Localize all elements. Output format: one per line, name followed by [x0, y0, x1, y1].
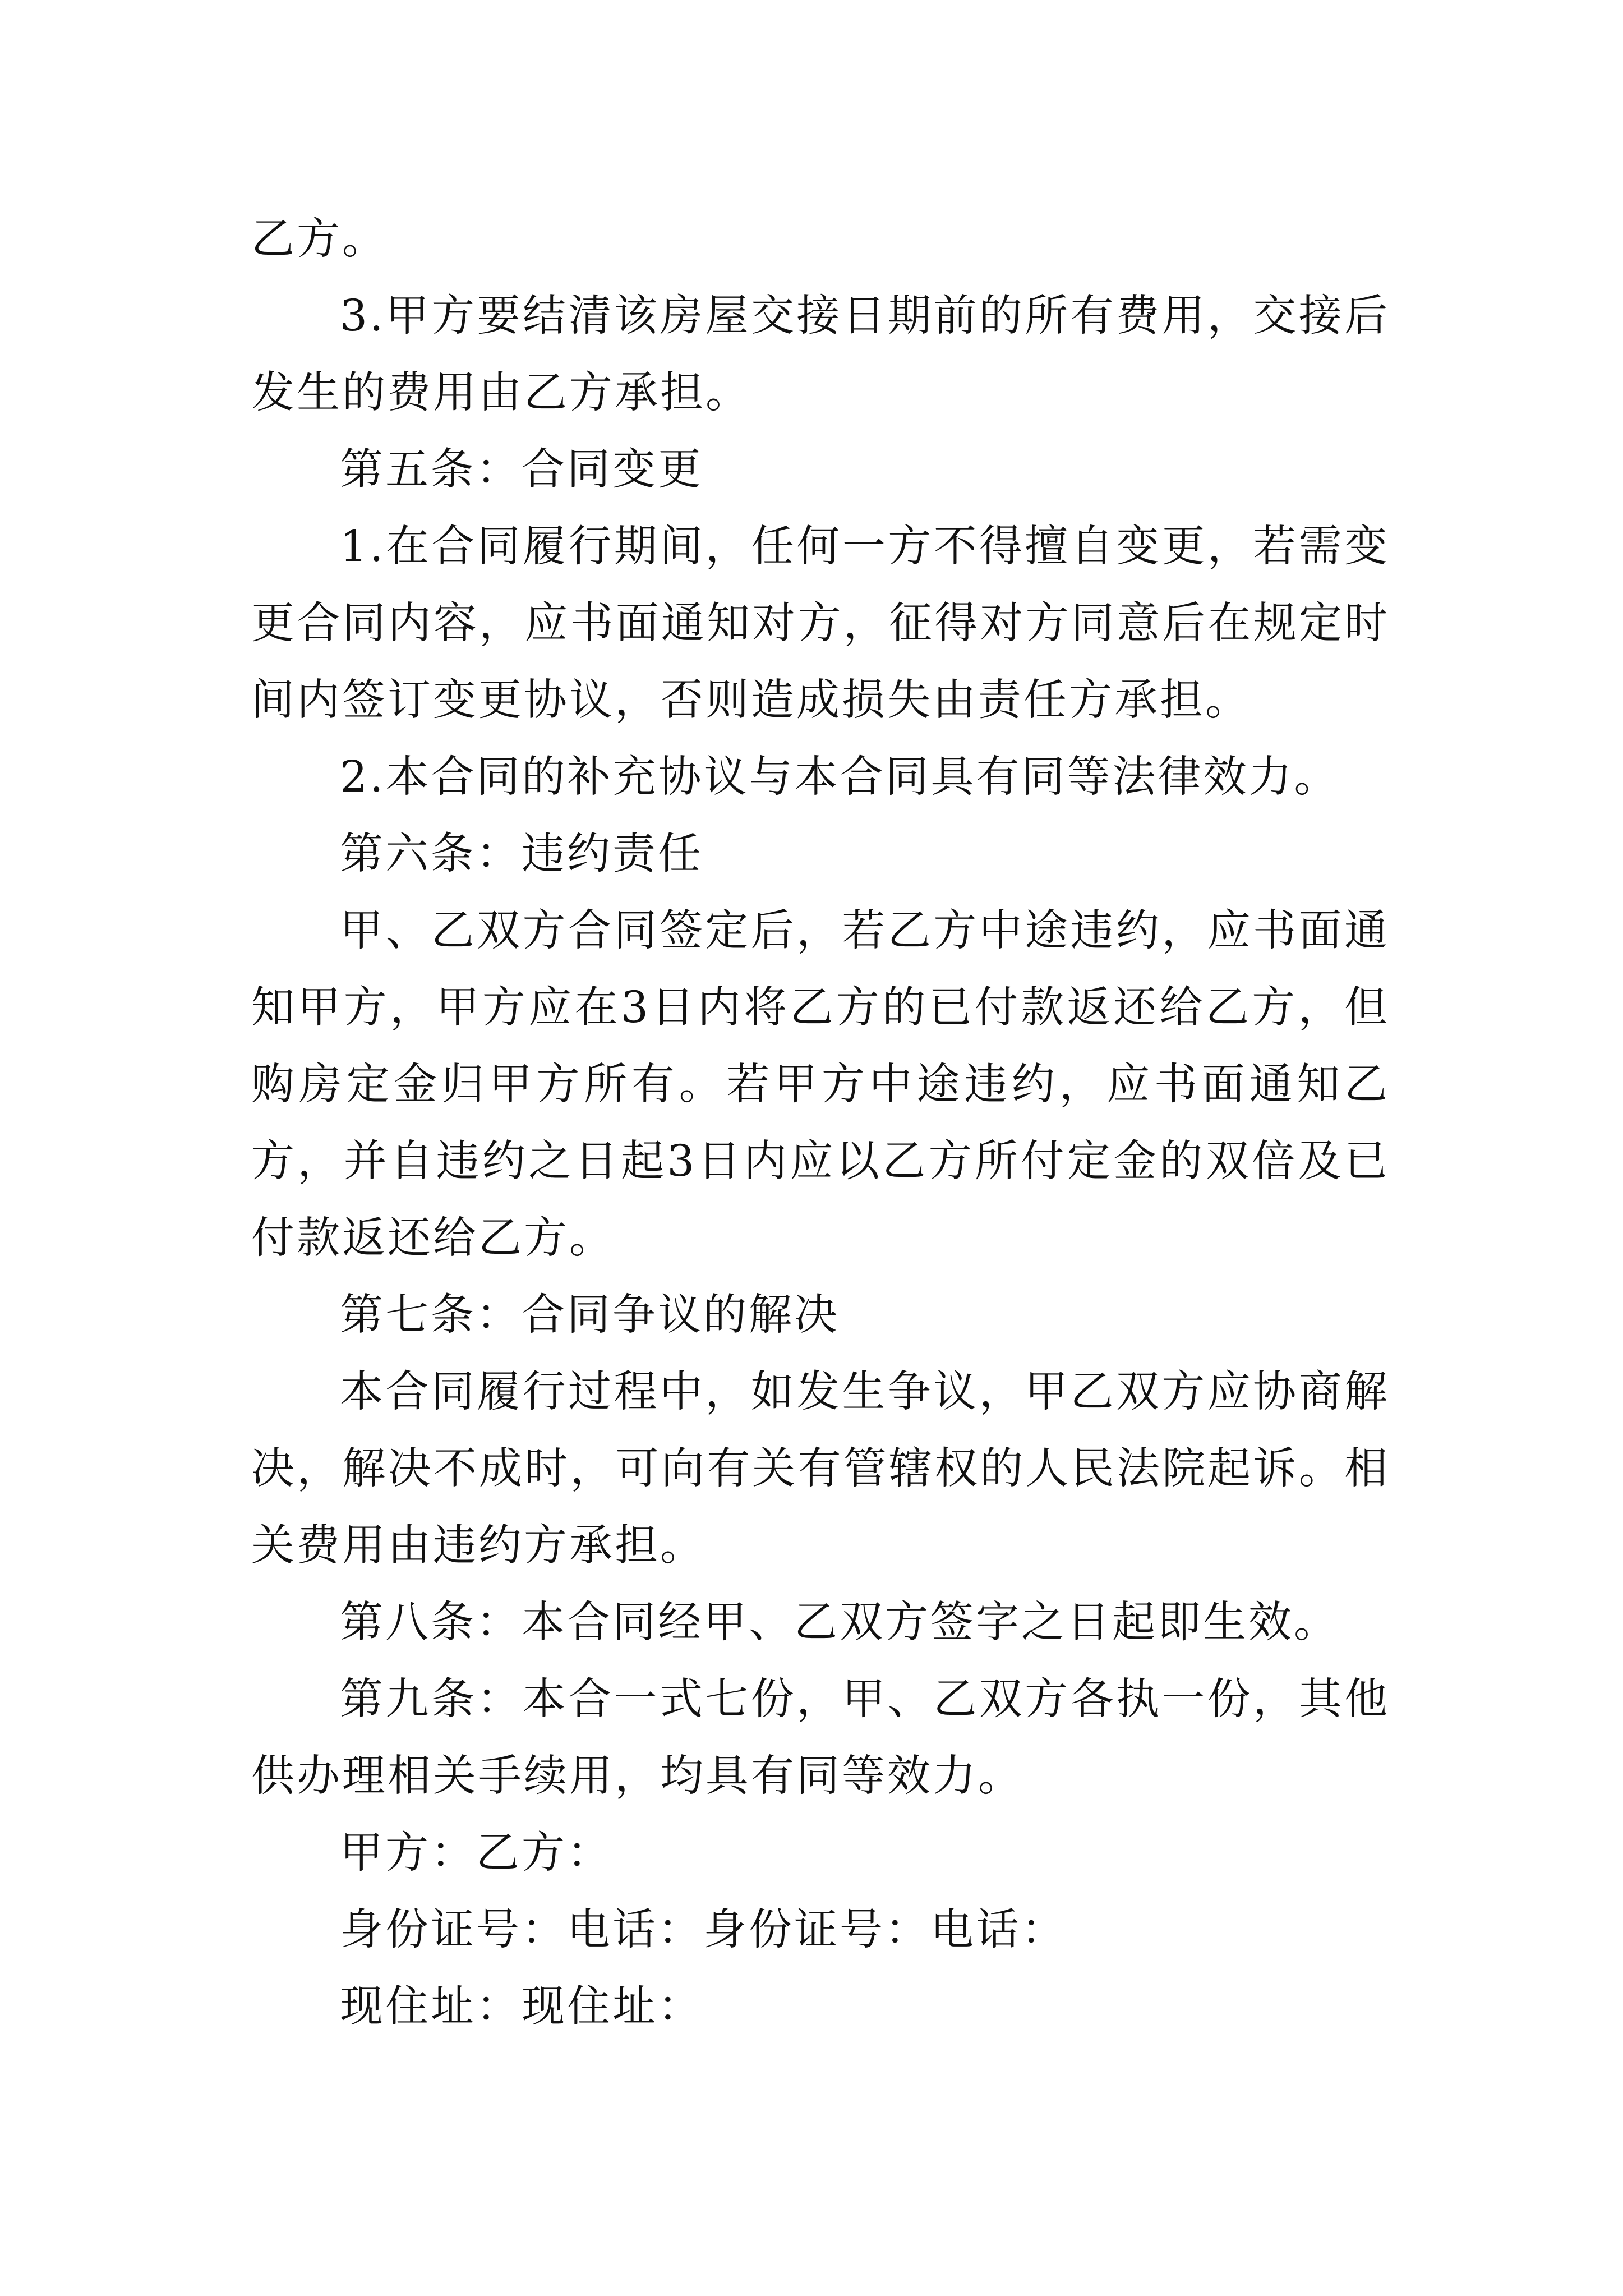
signature-parties: 甲方：乙方：	[340, 1828, 612, 1878]
paragraph-breach-liability: 甲、乙双方合同签定后，若乙方中途违约，应书面通知甲方，甲方应在3日内将乙方的已付款返还给乙方，但购房定金归甲方所有。若甲方中途违约，应书面通知乙方，并自违约之日起3日内应以乙方所付定金的双倍及已付款返还给乙方。	[251, 906, 1390, 1263]
signature-address: 现住址：现住址：	[340, 1982, 703, 2032]
heading-article-7: 第七条：合同争议的解决	[340, 1290, 840, 1340]
paragraph-clause-4-item-3: 3.甲方要结清该房屋交接日期前的所有费用，交接后发生的费用由乙方承担。	[251, 291, 1390, 418]
heading-article-5: 第五条：合同变更	[340, 445, 703, 495]
paragraph-continuation: 乙方。	[251, 214, 388, 264]
paragraph-article-8: 第八条：本合同经甲、乙双方签字之日起即生效。	[340, 1598, 1339, 1648]
paragraph-dispute-resolution: 本合同履行过程中，如发生争议，甲乙双方应协商解决，解决不成时，可向有关有管辖权的人民法院起诉。相关费用由违约方承担。	[251, 1367, 1390, 1571]
signature-id-phone: 身份证号：电话：身份证号：电话：	[340, 1905, 1067, 1955]
paragraph-clause-5-item-2: 2.本合同的补充协议与本合同具有同等法律效力。	[340, 752, 1340, 802]
paragraph-clause-5-item-1: 1.在合同履行期间，任何一方不得擅自变更，若需变更合同内容，应书面通知对方，征得对方同意后在规定时间内签订变更协议，否则造成损失由责任方承担。	[251, 522, 1390, 725]
contract-body	[251, 201, 1390, 2045]
paragraph-article-9: 第九条：本合一式七份，甲、乙双方各执一份，其他供办理相关手续用，均具有同等效力。	[251, 1674, 1390, 1801]
heading-article-6: 第六条：违约责任	[340, 829, 703, 879]
